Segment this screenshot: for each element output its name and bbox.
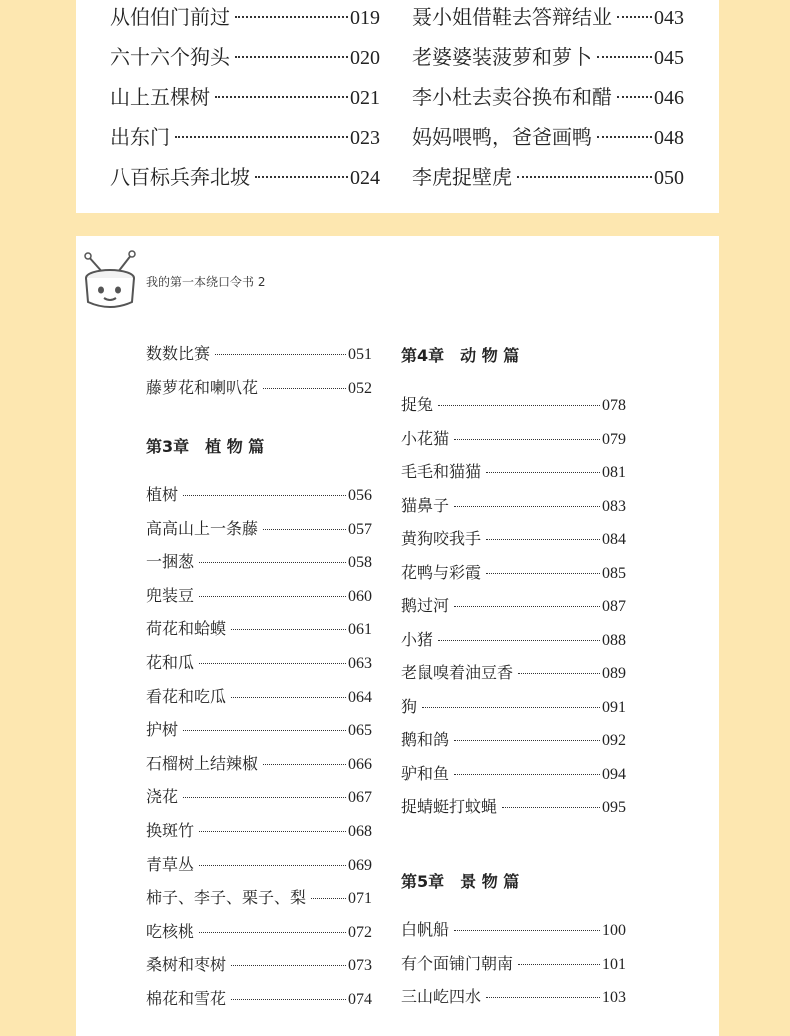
dot-leader xyxy=(311,898,346,899)
entry-page-number: 050 xyxy=(654,167,684,189)
toc-entry[interactable] xyxy=(110,81,380,109)
toc-entry[interactable] xyxy=(146,616,372,639)
toc-entry[interactable] xyxy=(110,1,380,29)
entry-page-number: 065 xyxy=(348,722,372,740)
entry-title: 植树 xyxy=(146,485,179,504)
dot-leader xyxy=(231,697,346,698)
chapter-4-heading xyxy=(401,343,519,366)
toc-entry[interactable] xyxy=(401,794,626,814)
entry-title: 浇花 xyxy=(146,787,179,807)
dot-leader xyxy=(183,495,346,496)
dot-leader xyxy=(486,539,600,540)
entry-title: 出东门 xyxy=(110,125,170,149)
dot-leader xyxy=(255,176,348,178)
entry-title: 石榴树上结辣椒 xyxy=(146,753,259,773)
entry-page-number: 074 xyxy=(348,991,372,1008)
dot-leader xyxy=(438,640,600,641)
dot-leader xyxy=(454,506,600,507)
dot-leader xyxy=(183,797,346,798)
toc-entry[interactable] xyxy=(146,516,372,536)
toc-entry[interactable] xyxy=(146,852,372,872)
entry-title: 猫鼻子 xyxy=(401,495,450,515)
chapter-title: 植 物 篇 xyxy=(205,437,265,456)
toc-entry[interactable] xyxy=(146,375,372,395)
dot-leader xyxy=(235,56,348,58)
dot-leader xyxy=(199,562,346,563)
entry-page-number: 045 xyxy=(654,47,684,69)
toc-entry[interactable] xyxy=(146,717,372,740)
entry-title: 有个面铺门朝南 xyxy=(401,953,514,973)
entry-page-number: 103 xyxy=(602,989,626,1006)
toc-entry[interactable] xyxy=(146,751,372,771)
dot-leader xyxy=(454,774,600,775)
dot-leader xyxy=(215,354,346,355)
toc-entry[interactable] xyxy=(146,919,372,939)
chapter-number: 第3章 xyxy=(146,437,190,456)
entry-title: 妈妈喂鸭，爸爸画鸭 xyxy=(412,125,592,149)
book-header: 我的第一本绕口令书 2 xyxy=(146,275,266,289)
toc-entry[interactable] xyxy=(412,1,684,29)
entry-page-number: 051 xyxy=(348,346,372,363)
toc-entry[interactable] xyxy=(146,885,372,908)
dot-leader xyxy=(486,997,600,998)
toc-entry[interactable] xyxy=(146,784,372,807)
dot-leader xyxy=(231,629,346,630)
entry-title: 六十六个狗头 xyxy=(110,45,230,69)
dot-leader xyxy=(183,730,346,731)
entry-title: 八百标兵奔北坡 xyxy=(110,165,250,189)
dot-leader xyxy=(486,472,600,473)
chapter-number: 第5章 xyxy=(401,872,445,891)
entry-page-number: 101 xyxy=(602,955,626,973)
dot-leader xyxy=(231,965,346,966)
entry-title: 看花和吃瓜 xyxy=(146,686,227,706)
dot-leader xyxy=(263,764,346,765)
dot-leader xyxy=(454,439,600,440)
dot-leader xyxy=(454,606,600,607)
entry-title: 毛毛和猫猫 xyxy=(401,462,482,481)
entry-title: 高高山上一条藤 xyxy=(146,518,259,538)
toc-entry[interactable] xyxy=(146,818,372,838)
entry-page-number: 064 xyxy=(348,688,372,706)
dot-leader xyxy=(502,807,600,808)
entry-page-number: 043 xyxy=(654,7,684,29)
entry-page-number: 069 xyxy=(348,856,372,874)
entry-title: 荷花和蛤蟆 xyxy=(146,619,227,639)
entry-title: 老婆婆装菠萝和萝卜 xyxy=(412,45,592,69)
entry-page-number: 072 xyxy=(348,923,372,941)
entry-page-number: 079 xyxy=(602,430,626,448)
toc-entry[interactable] xyxy=(146,482,372,502)
dot-leader xyxy=(199,663,346,664)
toc-entry[interactable] xyxy=(110,121,380,149)
entry-title: 三山屹四水 xyxy=(401,987,482,1006)
dot-leader xyxy=(454,740,600,741)
entry-page-number: 056 xyxy=(348,487,372,504)
entry-title: 李小杜去卖谷换布和醋 xyxy=(412,85,612,109)
dot-leader xyxy=(617,96,652,98)
dot-leader xyxy=(486,573,600,574)
entry-title: 数数比赛 xyxy=(146,344,211,363)
dot-leader xyxy=(235,16,348,18)
toc-entry[interactable] xyxy=(110,41,380,69)
entry-title: 从伯伯门前过 xyxy=(110,5,230,29)
toc-entry[interactable] xyxy=(401,593,626,613)
toc-entry[interactable] xyxy=(401,660,626,680)
entry-title: 白帆船 xyxy=(401,920,450,939)
entry-title: 换斑竹 xyxy=(146,821,195,840)
dot-leader xyxy=(517,176,652,178)
toc-entry[interactable] xyxy=(412,81,684,109)
chapter-number: 第4章 xyxy=(401,346,445,365)
entry-title: 驴和鱼 xyxy=(401,763,450,783)
entry-title: 黄狗咬我手 xyxy=(401,529,482,548)
toc-entry[interactable] xyxy=(401,426,626,446)
dot-leader xyxy=(199,596,346,597)
entry-page-number: 023 xyxy=(350,127,380,149)
entry-title: 柿子、李子、栗子、梨 xyxy=(146,888,307,908)
drum-mascot-icon xyxy=(80,248,142,312)
entry-title: 兜装豆 xyxy=(146,585,195,605)
entry-page-number: 100 xyxy=(602,922,626,939)
toc-entry[interactable] xyxy=(146,952,372,975)
toc-entry[interactable] xyxy=(146,986,372,1006)
entry-title: 吃核桃 xyxy=(146,921,195,941)
entry-title: 鹅过河 xyxy=(401,596,450,615)
entry-title: 鹅和鸽 xyxy=(401,730,450,749)
entry-page-number: 058 xyxy=(348,554,372,572)
entry-title: 青草丛 xyxy=(146,854,195,874)
toc-entry[interactable] xyxy=(401,984,626,1004)
dot-leader xyxy=(422,707,600,708)
entry-page-number: 019 xyxy=(350,7,380,29)
entry-page-number: 020 xyxy=(350,47,380,69)
entry-page-number: 088 xyxy=(602,631,626,649)
entry-title: 老鼠嗅着油豆香 xyxy=(401,663,514,682)
entry-page-number: 061 xyxy=(348,621,372,639)
dot-leader xyxy=(597,56,652,58)
toc-entry[interactable] xyxy=(401,526,626,546)
entry-page-number: 052 xyxy=(348,379,372,397)
entry-page-number: 048 xyxy=(654,127,684,149)
entry-title: 狗 xyxy=(401,696,418,716)
entry-title: 小花猫 xyxy=(401,428,450,448)
toc-entry[interactable] xyxy=(401,761,626,781)
dot-leader xyxy=(199,932,346,933)
dot-leader xyxy=(263,388,346,389)
toc-entry[interactable] xyxy=(401,951,626,971)
toc-entry[interactable] xyxy=(401,560,626,580)
entry-title: 花和瓜 xyxy=(146,653,195,672)
entry-title: 聂小姐借鞋去答辩结业 xyxy=(412,5,612,29)
entry-title: 李虎捉壁虎 xyxy=(412,165,512,189)
entry-page-number: 067 xyxy=(348,789,372,807)
entry-page-number: 057 xyxy=(348,520,372,538)
entry-page-number: 078 xyxy=(602,397,626,414)
chapter-title: 景 物 篇 xyxy=(460,872,520,891)
toc-entry[interactable] xyxy=(146,549,372,572)
toc-entry[interactable] xyxy=(401,727,626,747)
entry-title: 护树 xyxy=(146,720,179,740)
entry-page-number: 084 xyxy=(602,531,626,548)
entry-page-number: 091 xyxy=(602,698,626,716)
toc-entry[interactable] xyxy=(146,684,372,704)
entry-page-number: 085 xyxy=(602,564,626,582)
entry-page-number: 095 xyxy=(602,799,626,816)
entry-title: 藤萝花和喇叭花 xyxy=(146,377,259,397)
entry-page-number: 081 xyxy=(602,464,626,481)
entry-page-number: 071 xyxy=(348,890,372,908)
entry-title: 捉兔 xyxy=(401,395,434,414)
entry-page-number: 083 xyxy=(602,497,626,515)
dot-leader xyxy=(263,529,346,530)
entry-page-number: 066 xyxy=(348,755,372,773)
toc-entry[interactable] xyxy=(146,583,372,603)
entry-title: 棉花和雪花 xyxy=(146,989,227,1008)
toc-entry[interactable] xyxy=(401,493,626,513)
chapter-title: 动 物 篇 xyxy=(460,346,520,365)
entry-page-number: 073 xyxy=(348,957,372,975)
toc-entry[interactable] xyxy=(110,161,380,189)
entry-title: 花鸭与彩霞 xyxy=(401,562,482,582)
entry-page-number: 089 xyxy=(602,665,626,682)
dot-leader xyxy=(231,999,346,1000)
dot-leader xyxy=(454,930,600,931)
toc-entry[interactable] xyxy=(412,121,684,149)
entry-page-number: 087 xyxy=(602,598,626,615)
chapter-5-heading xyxy=(401,869,519,892)
dot-leader xyxy=(199,865,346,866)
chapter-3-heading xyxy=(146,434,264,457)
dot-leader xyxy=(215,96,348,98)
toc-entry[interactable] xyxy=(401,917,626,937)
entry-title: 捉蜻蜓打蚊蝇 xyxy=(401,797,498,816)
toc-entry[interactable] xyxy=(146,650,372,670)
entry-page-number: 021 xyxy=(350,87,380,109)
toc-entry[interactable] xyxy=(401,694,626,714)
entry-page-number: 060 xyxy=(348,587,372,605)
dot-leader xyxy=(617,16,652,18)
entry-page-number: 046 xyxy=(654,87,684,109)
dot-leader xyxy=(597,136,652,138)
toc-entry[interactable] xyxy=(401,392,626,412)
entry-page-number: 063 xyxy=(348,655,372,672)
entry-page-number: 024 xyxy=(350,167,380,189)
dot-leader xyxy=(199,831,346,832)
entry-page-number: 094 xyxy=(602,765,626,783)
toc-entry[interactable] xyxy=(401,459,626,479)
toc-entry[interactable] xyxy=(146,341,372,361)
entry-page-number: 092 xyxy=(602,732,626,749)
dot-leader xyxy=(518,673,600,674)
dot-leader xyxy=(175,136,348,138)
dot-leader xyxy=(438,405,600,406)
entry-title: 小猪 xyxy=(401,629,434,649)
entry-title: 一捆葱 xyxy=(146,552,195,572)
entry-title: 桑树和枣树 xyxy=(146,955,227,975)
entry-title: 山上五棵树 xyxy=(110,85,210,109)
dot-leader xyxy=(518,964,600,965)
toc-entry[interactable] xyxy=(412,161,684,189)
toc-entry[interactable] xyxy=(412,41,684,69)
entry-page-number: 068 xyxy=(348,823,372,840)
toc-entry[interactable] xyxy=(401,627,626,647)
